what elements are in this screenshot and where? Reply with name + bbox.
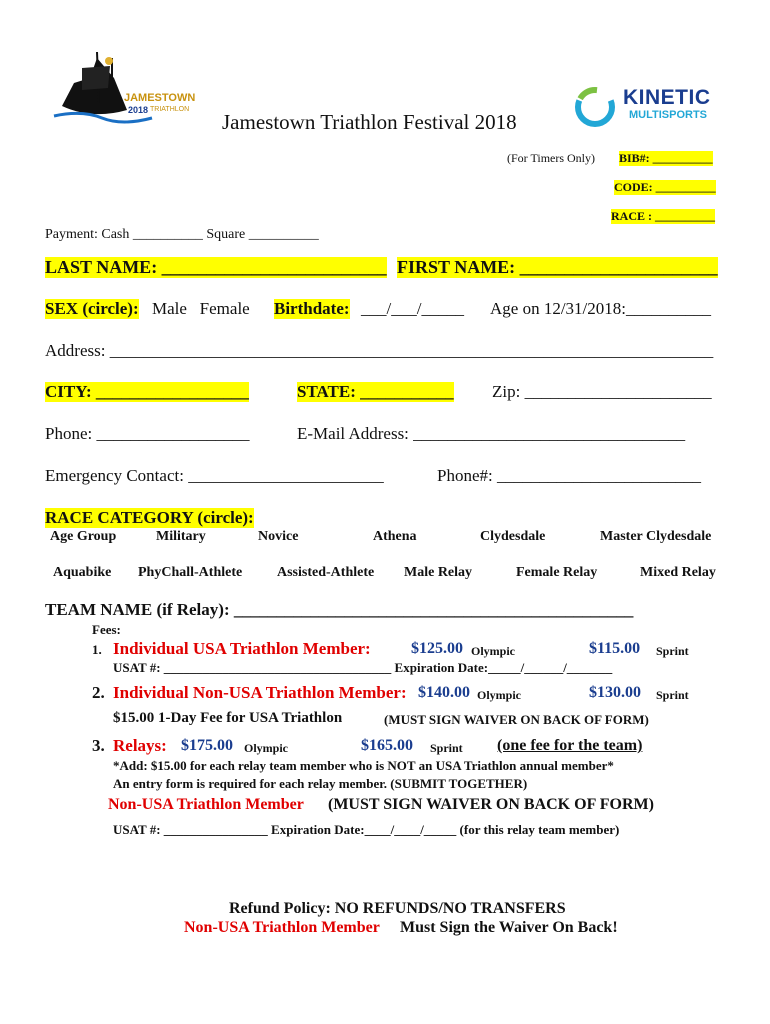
phone-field[interactable]: Phone: __________________ <box>45 424 250 443</box>
fee3-nonusa-label: Non-USA Triathlon Member <box>108 796 304 813</box>
fee1-sprint-label: Sprint <box>656 644 689 658</box>
fee1-olympic-label: Olympic <box>471 644 515 658</box>
fee3-waiver-note: (MUST SIGN WAIVER ON BACK OF FORM) <box>328 796 654 813</box>
fee2-day-fee: $15.00 1-Day Fee for USA Triathlon <box>113 710 343 726</box>
first-name-field[interactable]: FIRST NAME: ______________________ <box>397 257 718 277</box>
fee1-usat-field[interactable]: USAT #: ___________________________________ Expiration Date:_____/______/_______ <box>113 660 613 675</box>
ship-icon <box>52 48 202 128</box>
category-assisted-athlete[interactable]: Assisted-Athlete <box>277 565 375 580</box>
logo-kinetic-text: KINETIC <box>623 86 711 109</box>
fee2-price-olympic: $140.00 <box>418 684 470 701</box>
logo-left-sub: TRIATHLON <box>150 106 190 113</box>
jamestown-logo <box>52 48 202 128</box>
category-clydesdale[interactable]: Clydesdale <box>480 529 546 544</box>
birthdate-label: Birthdate: <box>274 299 350 318</box>
fee3-price-sprint: $165.00 <box>361 737 413 754</box>
email-field[interactable]: E-Mail Address: ________________________________ <box>297 424 686 443</box>
sex-label: SEX (circle): <box>45 299 139 318</box>
fee1-price-olympic: $125.00 <box>411 640 463 657</box>
page-title: Jamestown Triathlon Festival 2018 <box>222 110 517 134</box>
footer-nonusa-label: Non-USA Triathlon Member <box>184 919 380 936</box>
fee1-number: 1. <box>92 642 102 657</box>
fee2-label: Individual Non-USA Triathlon Member: <box>113 683 407 702</box>
fee3-usat-field[interactable]: USAT #: ________________ Expiration Date:____/____/_____ (for this relay team member) <box>113 822 620 837</box>
bib-field[interactable]: BIB#: __________ <box>619 151 713 165</box>
emergency-phone-field[interactable]: Phone#: ________________________ <box>437 466 701 485</box>
fee1-label: Individual USA Triathlon Member: <box>113 639 371 658</box>
timers-only-label: (For Timers Only) <box>507 151 596 165</box>
fee3-entry-note: An entry form is required for each relay member. (SUBMIT TOGETHER) <box>113 776 528 791</box>
category-novice[interactable]: Novice <box>258 529 299 544</box>
fee1-price-sprint: $115.00 <box>589 640 641 657</box>
last-name-field[interactable]: LAST NAME: _________________________ <box>45 257 387 277</box>
fee2-waiver-note: (MUST SIGN WAIVER ON BACK OF FORM) <box>384 712 649 727</box>
fee2-olympic-label: Olympic <box>477 688 521 702</box>
kinetic-swirl-icon <box>573 84 619 130</box>
fee3-add-note: *Add: $15.00 for each relay team member who is NOT an USA Triathlon annual member* <box>113 758 614 773</box>
birthdate-field[interactable]: ___/___/_____ <box>361 299 464 318</box>
kinetic-logo <box>573 84 733 130</box>
category-female-relay[interactable]: Female Relay <box>516 565 598 580</box>
logo-multisports-text: MULTISPORTS <box>629 109 708 121</box>
race-category-heading: RACE CATEGORY (circle): <box>45 508 254 527</box>
team-name-field[interactable]: TEAM NAME (if Relay): _______________________________________________ <box>45 600 634 619</box>
fee2-sprint-label: Sprint <box>656 688 689 702</box>
fees-label: Fees: <box>92 622 121 637</box>
category-aquabike[interactable]: Aquabike <box>53 565 112 580</box>
fee3-one-fee-note: (one fee for the team) <box>497 737 643 754</box>
footer-waiver-note: Must Sign the Waiver On Back! <box>400 919 618 936</box>
logo-left-text: JAMESTOWN <box>124 92 196 104</box>
code-field[interactable]: CODE: __________ <box>614 180 716 194</box>
category-military[interactable]: Military <box>156 529 206 544</box>
refund-policy: Refund Policy: NO REFUNDS/NO TRANSFERS <box>229 900 566 917</box>
sex-options[interactable]: Male Female <box>152 299 250 318</box>
payment-field[interactable]: Payment: Cash __________ Square __________ <box>45 227 319 242</box>
fee3-label: Relays: <box>113 736 167 755</box>
zip-field[interactable]: Zip: ______________________ <box>492 382 712 401</box>
address-field[interactable]: Address: _______________________________________________________________________ <box>45 341 714 360</box>
category-age-group[interactable]: Age Group <box>50 529 117 544</box>
fee3-price-olympic: $175.00 <box>181 737 233 754</box>
category-athena[interactable]: Athena <box>373 529 417 544</box>
logo-left-year: 2018 <box>128 105 149 115</box>
fee2-price-sprint: $130.00 <box>589 684 641 701</box>
fee3-sprint-label: Sprint <box>430 741 463 755</box>
category-mixed-relay[interactable]: Mixed Relay <box>640 565 716 580</box>
category-male-relay[interactable]: Male Relay <box>404 565 473 580</box>
category-phychall-athlete[interactable]: PhyChall-Athlete <box>138 565 243 580</box>
age-field[interactable]: Age on 12/31/2018:__________ <box>490 299 711 318</box>
emergency-contact-field[interactable]: Emergency Contact: _______________________ <box>45 466 384 485</box>
race-field[interactable]: RACE : __________ <box>611 209 715 223</box>
category-master-clydesdale[interactable]: Master Clydesdale <box>600 529 712 544</box>
fee3-olympic-label: Olympic <box>244 741 288 755</box>
city-field[interactable]: CITY: __________________ <box>45 382 249 401</box>
fee2-number: 2. <box>92 683 105 702</box>
fee3-number: 3. <box>92 736 105 755</box>
state-field[interactable]: STATE: ___________ <box>297 382 454 401</box>
